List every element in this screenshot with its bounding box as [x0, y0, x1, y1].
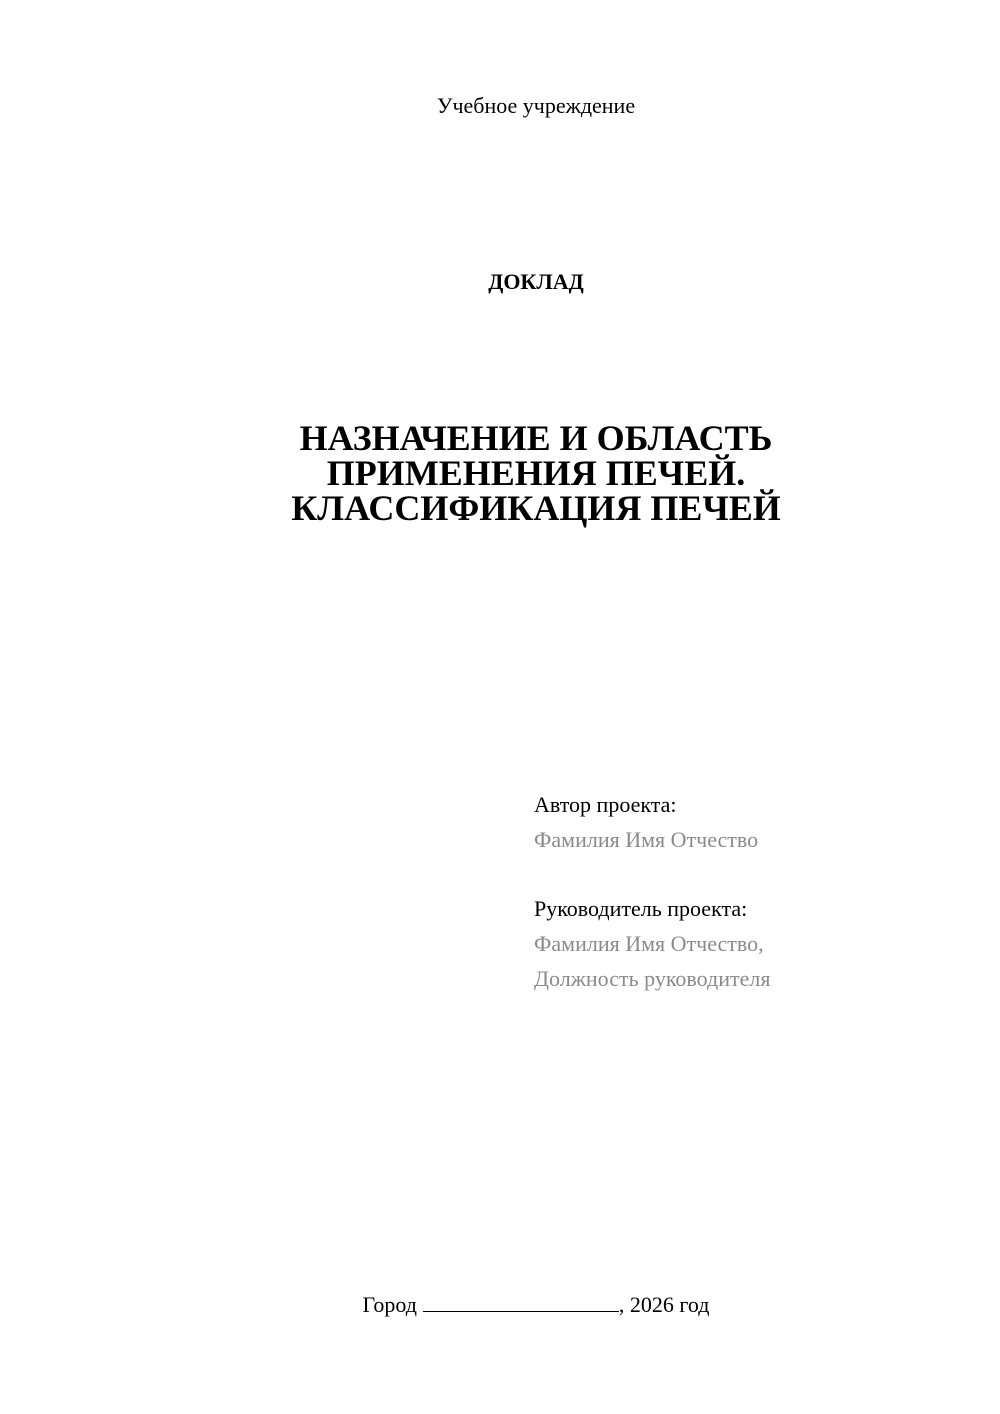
supervisor-label: Руководитель проекта:: [534, 896, 748, 921]
report-title-line-1: НАЗНАЧЕНИЕ И ОБЛАСТЬ: [299, 418, 773, 458]
report-title-line-3: КЛАССИФИКАЦИЯ ПЕЧЕЙ: [291, 488, 781, 528]
author-name-placeholder: Фамилия Имя Отчество: [534, 827, 759, 852]
supervisor-block: [534, 891, 770, 996]
report-title: [180, 418, 892, 528]
city-blank-underline: [423, 1291, 619, 1312]
author-block: [534, 787, 770, 857]
city-label: Город: [362, 1292, 417, 1317]
document-type: ДОКЛАД: [488, 269, 584, 294]
signature-section: [534, 787, 770, 1030]
supervisor-name-placeholder: Фамилия Имя Отчество,: [534, 931, 764, 956]
institution-name: Учебное учреждение: [436, 93, 636, 118]
supervisor-position-placeholder: Должность руководителя: [534, 966, 771, 991]
report-title-line-2: ПРИМЕНЕНИЯ ПЕЧЕЙ.: [326, 453, 746, 493]
author-label: Автор проекта:: [534, 792, 677, 817]
city-year-line: [0, 1290, 1000, 1320]
year-text: , 2026 год: [618, 1292, 710, 1317]
